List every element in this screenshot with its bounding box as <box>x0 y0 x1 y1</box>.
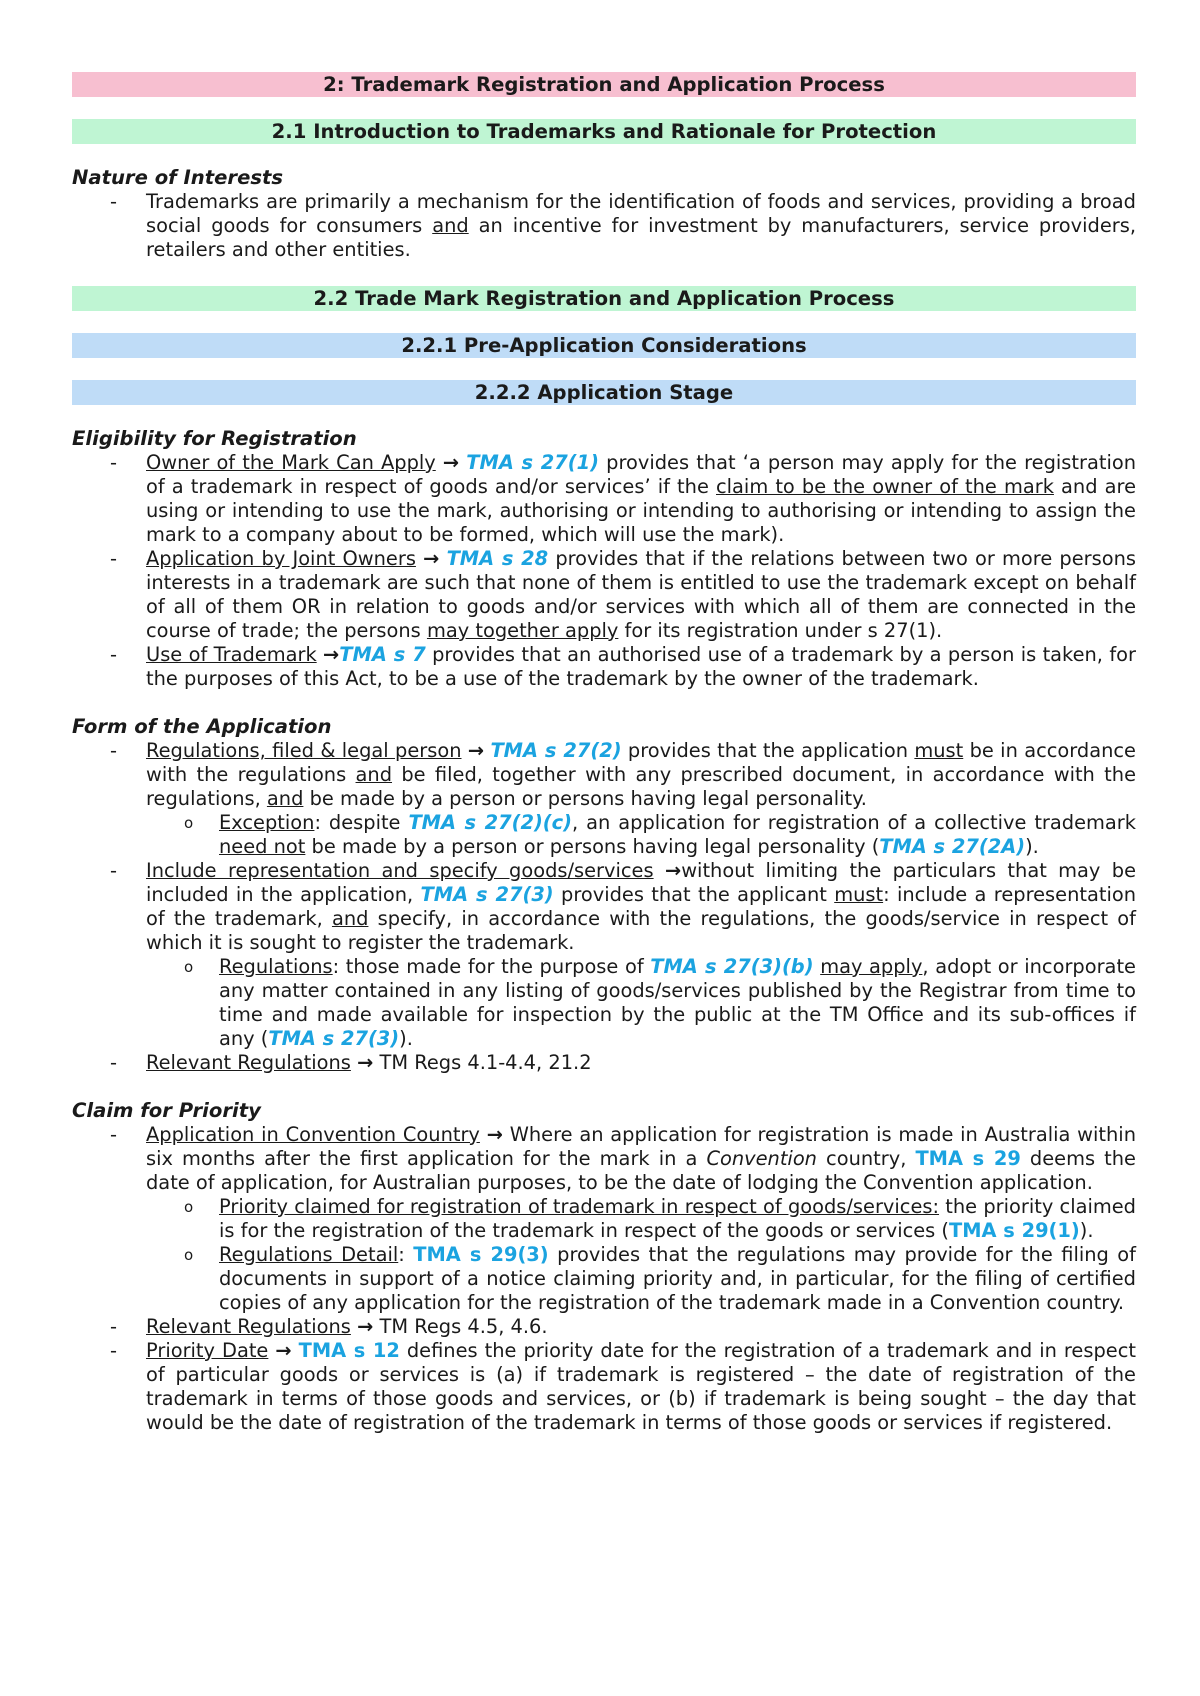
dash-bullet: - <box>110 859 117 882</box>
sub-list-item: o Priority claimed for registration of trademark in respect of goods/services: the priority claimed is for the registration of the trademark in respect of the goods or services (TMA s 29(1)). <box>184 1195 1136 1242</box>
dash-bullet: - <box>110 1123 117 1146</box>
section-2-2-2-heading: 2.2.2 Application Stage <box>72 380 1136 405</box>
circle-bullet: o <box>184 814 194 832</box>
circle-bullet: o <box>184 1246 194 1264</box>
section-2-2-heading: 2.2 Trade Mark Registration and Application Process <box>72 286 1136 311</box>
list-item: - Priority Date → TMA s 12 defines the priority date for the registration of a trademark and in respect of particular goods or services is (a) if trademark is registered – the date of registration of the trademark in terms of those goods and services, or (b) if trademark is being sought – the day that would be the date of registration of the trademark in terms of those goods or services if registered. <box>110 1339 1136 1434</box>
arrow-right-icon: → <box>423 547 440 570</box>
section-2-1-heading: 2.1 Introduction to Trademarks and Rationale for Protection <box>72 119 1136 144</box>
eligibility-heading: Eligibility for Registration <box>72 427 357 450</box>
arrow-right-icon: → <box>323 643 340 666</box>
arrow-right-icon: → <box>467 739 485 762</box>
dash-bullet: - <box>110 451 117 474</box>
sub-list-item: o Exception: despite TMA s 27(2)(c), an application for registration of a collective trademark need not be made by a person or persons having legal personality (TMA s 27(2A)). <box>184 811 1137 858</box>
list-item: - Relevant Regulations → TM Regs 4.5, 4.6. <box>110 1315 548 1338</box>
arrow-right-icon: → <box>275 1339 292 1362</box>
section-2-2-1-heading: 2.2.1 Pre-Application Considerations <box>72 333 1136 358</box>
dash-bullet: - <box>110 643 117 666</box>
arrow-right-icon: → <box>357 1315 374 1338</box>
dash-bullet: - <box>110 1339 117 1362</box>
arrow-right-icon: → <box>664 859 682 882</box>
claim-for-priority-heading: Claim for Priority <box>72 1099 261 1122</box>
list-item: - Regulations, filed & legal person → TMA s 27(2) provides that the application must be in accordance with the regulations and be filed, together with any prescribed document, in accordance with the regulations, and be made by a person or persons having legal personality. <box>110 739 1136 810</box>
section-2-heading: 2: Trademark Registration and Application Process <box>72 72 1136 97</box>
dash-bullet: - <box>110 1051 117 1074</box>
arrow-right-icon: → <box>357 1051 374 1074</box>
form-of-application-heading: Form of the Application <box>72 715 332 738</box>
list-item: - Application by Joint Owners → TMA s 28 provides that if the relations between two or more persons interests in a trademark are such that none of them is entitled to use the trademark except on behalf of all of them OR in relation to goods and/or services with which all of them are connected in the course of trade; the persons may together apply for its registration under s 27(1). <box>110 547 1137 642</box>
dash-bullet: - <box>110 739 117 762</box>
dash-bullet: - <box>110 190 117 213</box>
arrow-right-icon: → <box>486 1123 503 1146</box>
sub-list-item: o Regulations: those made for the purpose of TMA s 27(3)(b) may apply, adopt or incorporate any matter contained in any listing of goods/services published by the Registrar from time to time and made available for inspection by the public at the TM Office and its sub-offices if any (TMA s 27(3)). <box>184 955 1136 1050</box>
dash-bullet: - <box>110 547 117 570</box>
list-item: - Use of Trademark →TMA s 7 provides that an authorised use of a trademark by a person is taken, for the purposes of this Act, to be a use of the trademark by the owner of the trademark. <box>110 643 1136 690</box>
circle-bullet: o <box>184 1198 194 1216</box>
list-item: - Application in Convention Country → Where an application for registration is made in Australia within six months after the first application for the mark in a Convention country, TMA s 29 deems the date of application, for Australian purposes, to be the date of lodging the Convention application. <box>110 1123 1136 1194</box>
list-item: - Owner of the Mark Can Apply → TMA s 27(1) provides that ‘a person may apply for the registration of a trademark in respect of goods and/or services’ if the claim to be the owner of the mark and are using or intending to use the mark, authorising or intending to authorising or intending to assign the mark to a company about to be formed, which will use the mark). <box>110 451 1137 546</box>
dash-bullet: - <box>110 1315 117 1338</box>
list-item: - Include representation and specify goods/services →without limiting the particulars that may be included in the application, TMA s 27(3) provides that the applicant must: include a representation of the trademark, and specify, in accordance with the regulations, the goods/service in respect of which it is sought to register the trademark. <box>110 859 1137 954</box>
list-item: - Relevant Regulations → TM Regs 4.1-4.4, 21.2 <box>110 1051 592 1074</box>
nature-of-interests-heading: Nature of Interests <box>72 166 284 189</box>
list-item: - Trademarks are primarily a mechanism for the identification of foods and services, providing a broad social goods for consumers and an incentive for investment by manufacturers, service providers, retailers and other entities. <box>110 190 1136 261</box>
sub-list-item: o Regulations Detail: TMA s 29(3) provides that the regulations may provide for the filing of documents in support of a notice claiming priority and, in particular, for the filing of certified copies of any application for the registration of the trademark made in a Convention country. <box>184 1243 1136 1314</box>
document-page <box>72 72 1136 1435</box>
circle-bullet: o <box>184 958 194 976</box>
arrow-right-icon: → <box>442 451 460 474</box>
